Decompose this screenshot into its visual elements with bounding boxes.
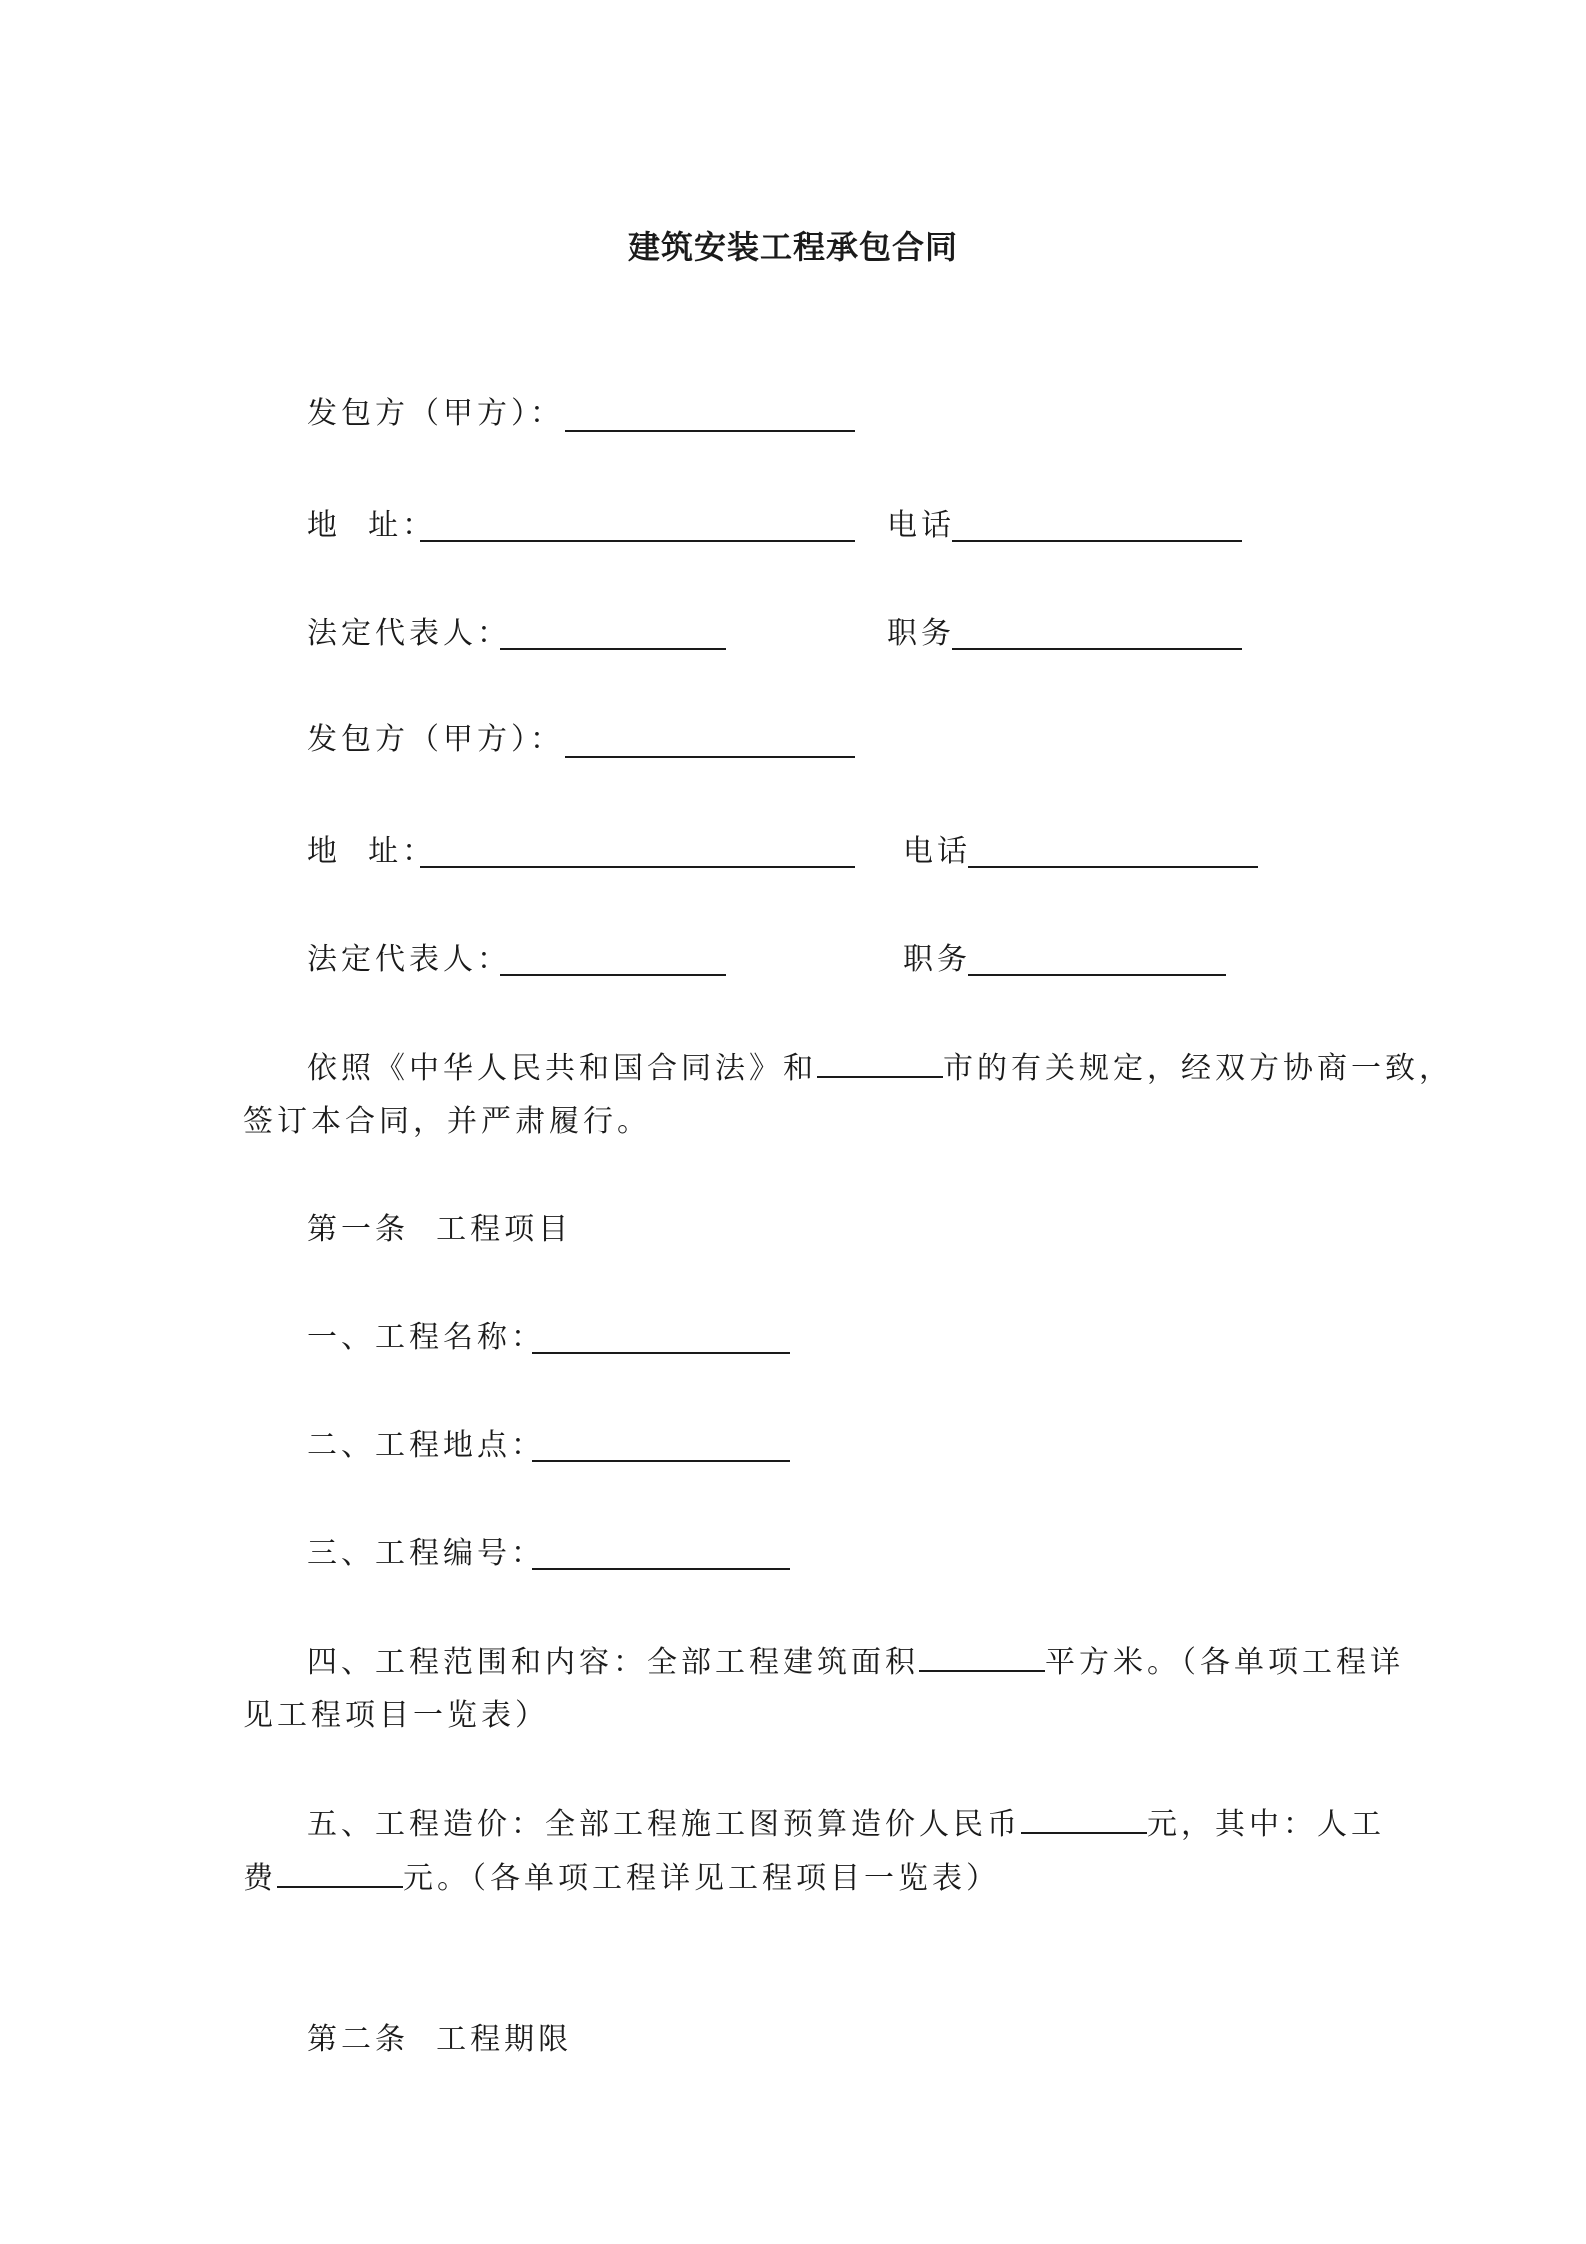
party-a-label-1: 发包方（甲方）： <box>307 396 564 431</box>
intro-text-1: 依照《中华人民共和国合同法》和 <box>307 1051 817 1086</box>
labor-fee-text-1: 费 <box>243 1861 277 1896</box>
project-cost-line-2 <box>243 1858 1000 1899</box>
legal-rep-blank-2[interactable] <box>500 946 726 976</box>
project-cost-text-2: 元，其中：人工 <box>1147 1807 1385 1842</box>
city-blank[interactable] <box>817 1048 943 1078</box>
party-a-blank-1[interactable] <box>565 402 855 432</box>
article-2-heading: 第二条 工程期限 <box>307 2022 573 2057</box>
post-blank-2[interactable] <box>968 946 1226 976</box>
legal-rep-blank-1[interactable] <box>500 620 726 650</box>
phone-label-2: 电话 <box>903 834 971 869</box>
intro-text-2: 市的有关规定，经双方协商一致， <box>943 1051 1453 1086</box>
labor-fee-blank[interactable] <box>277 1858 403 1888</box>
project-scope-text-1: 四、工程范围和内容：全部工程建筑面积 <box>307 1645 919 1680</box>
project-name-label: 一、工程名称： <box>307 1320 545 1355</box>
project-cost-text-1: 五、工程造价：全部工程施工图预算造价人民币 <box>307 1807 1021 1842</box>
project-number-blank[interactable] <box>532 1540 790 1570</box>
intro-paragraph <box>307 1048 1453 1089</box>
budget-amount-blank[interactable] <box>1021 1804 1147 1834</box>
legal-rep-label-2: 法定代表人： <box>307 942 511 977</box>
phone-label-1: 电话 <box>887 508 955 543</box>
address-blank-2[interactable] <box>420 838 855 868</box>
project-scope-line-2: 见工程项目一览表） <box>243 1698 549 1733</box>
party-a-blank-2[interactable] <box>565 728 855 758</box>
address-blank-1[interactable] <box>420 512 855 542</box>
building-area-blank[interactable] <box>919 1642 1045 1672</box>
party-a-label-2: 发包方（甲方）： <box>307 722 564 757</box>
project-cost-line-1 <box>307 1804 1385 1845</box>
project-location-label: 二、工程地点： <box>307 1428 545 1463</box>
phone-blank-2[interactable] <box>968 838 1258 868</box>
post-label-1: 职务 <box>887 616 955 651</box>
address-label-2: 地 址： <box>307 834 437 869</box>
legal-rep-label-1: 法定代表人： <box>307 616 511 651</box>
intro-line-2: 签订本合同，并严肃履行。 <box>243 1104 651 1139</box>
document-title: 建筑安装工程承包合同 <box>627 228 958 266</box>
article-1-heading: 第一条 工程项目 <box>307 1212 573 1247</box>
project-number-label: 三、工程编号： <box>307 1536 545 1571</box>
address-label-1: 地 址： <box>307 508 437 543</box>
project-location-blank[interactable] <box>532 1432 790 1462</box>
phone-blank-1[interactable] <box>952 512 1242 542</box>
post-label-2: 职务 <box>903 942 971 977</box>
project-name-blank[interactable] <box>532 1324 790 1354</box>
project-scope-line-1 <box>307 1642 1404 1683</box>
labor-fee-text-2: 元。（各单项工程详见工程项目一览表） <box>403 1861 1000 1896</box>
post-blank-1[interactable] <box>952 620 1242 650</box>
project-scope-text-2: 平方米。（各单项工程详 <box>1045 1645 1404 1680</box>
